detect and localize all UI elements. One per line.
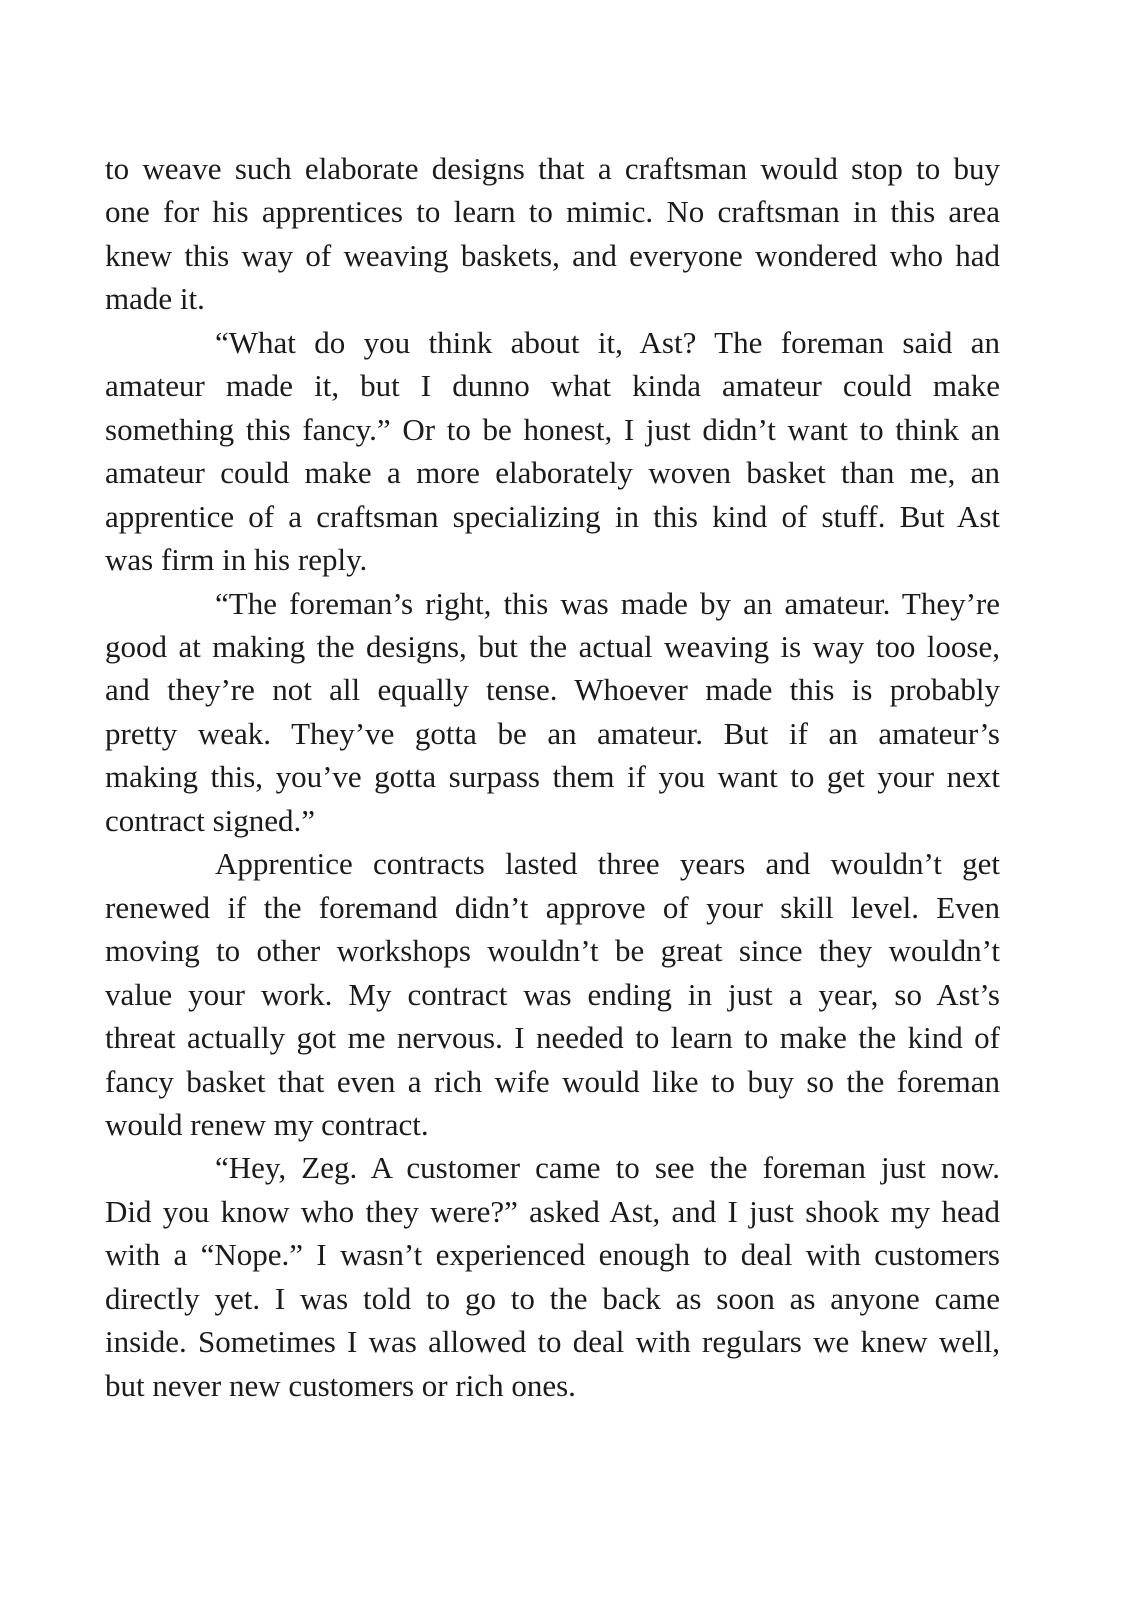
text-line: renewed if the foremand didn’t approve of your skill level. Even (105, 889, 1000, 925)
text-line: to weave such elaborate designs that a craftsman would stop to buy (105, 151, 1000, 186)
text-line: something this fancy.” Or to be honest, I just didn’t want to think an (105, 411, 1000, 447)
paragraph (105, 842, 1000, 1146)
paragraph (105, 582, 1000, 843)
text-line: value your work. My contract was ending in just a year, so Ast’s (105, 976, 1000, 1012)
text-line: apprentice of a craftsman specializing in this kind of stuff. But Ast (105, 498, 1000, 534)
text-line: directly yet. I was told to go to the back as soon as anyone came (105, 1280, 1000, 1316)
text-line: fancy basket that even a rich wife would like to buy so the foreman (105, 1063, 1000, 1099)
text-line: Did you know who they were?” asked Ast, and I just shook my head (105, 1193, 1000, 1229)
text-line: inside. Sometimes I was allowed to deal with regulars we knew well, (105, 1324, 1000, 1360)
text-line: threat actually got me nervous. I needed to learn to make the kind of (105, 1020, 1000, 1056)
text-line: amateur made it, but I dunno what kinda amateur could make (105, 368, 1000, 404)
text-line: one for his apprentices to learn to mimic. No craftsman in this area (105, 194, 1000, 230)
paragraph (105, 1146, 1000, 1407)
text-line: knew this way of weaving baskets, and everyone wondered who had (105, 237, 1000, 273)
paragraph (105, 147, 1000, 321)
text-line: good at making the designs, but the actual weaving is way too loose, (105, 628, 1000, 664)
text-line: but never new customers or rich ones. (105, 1367, 576, 1403)
body-text (105, 147, 1000, 1407)
text-line: was firm in his reply. (105, 542, 368, 578)
text-line: contract signed.” (105, 802, 316, 838)
text-line: Apprentice contracts lasted three years and wouldn’t get (215, 846, 1000, 882)
text-line: and they’re not all equally tense. Whoever made this is probably (105, 672, 1000, 708)
text-line: made it. (105, 281, 205, 317)
text-line: “Hey, Zeg. A customer came to see the foreman just now. (215, 1150, 1000, 1186)
text-line: would renew my contract. (105, 1106, 429, 1142)
text-line: making this, you’ve gotta surpass them if you want to get your next (105, 759, 1000, 795)
text-line: moving to other workshops wouldn’t be great since they wouldn’t (105, 933, 1000, 969)
text-line: “What do you think about it, Ast? The foreman said an (215, 324, 1000, 360)
text-line: amateur could make a more elaborately woven basket than me, an (105, 455, 1000, 491)
text-line: “The foreman’s right, this was made by an amateur. They’re (215, 585, 1000, 621)
text-line: pretty weak. They’ve gotta be an amateur. But if an amateur’s (105, 715, 1000, 751)
text-line: with a “Nope.” I wasn’t experienced enough to deal with customers (105, 1237, 1000, 1273)
paragraph (105, 321, 1000, 582)
